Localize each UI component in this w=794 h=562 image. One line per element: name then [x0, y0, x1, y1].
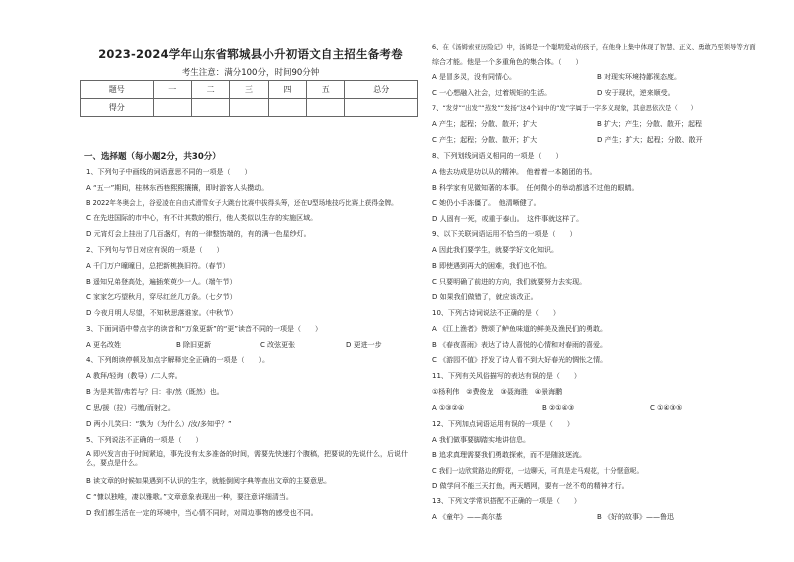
option-line: A 千门万户曈曈日，总把新桃换旧符。（春节）: [86, 262, 230, 270]
option-line: D 元宵灯会上挂出了几百盏灯，有的一律整饬端的，有的满一色星纱灯。: [86, 230, 311, 238]
right-column: [432, 0, 762, 562]
option-a: A 产生；起程；分散、散开；扩大: [432, 120, 538, 128]
option-line: C 她仍小手冻僵了。 他清晰健了。: [432, 199, 541, 207]
option-b: B 对现实环境持鄙视态度。: [597, 73, 682, 81]
left-column: [78, 0, 423, 562]
question-line: 6、在《汤姆索亚历险记》中，汤姆是一个聪明爱动的孩子，在他身上集中体现了智慧、正义、勇敢乃至领导等方面: [432, 43, 756, 51]
question-line: 9、以下关联词语运用不恰当的一项是（ ）: [432, 230, 577, 238]
question-line: ①杨利伟 ②费俊龙 ③聂海胜 ④景海鹏: [432, 388, 563, 396]
score-header-cell: 五: [307, 81, 345, 99]
score-header-cell: 四: [268, 81, 306, 99]
option-line: A “五一”期间，桂林东西巷熙熙攘攘，即时游客人头攒动。: [86, 184, 269, 192]
score-input-cell[interactable]: [153, 99, 191, 117]
option-line: A 他去功成是功以从的精神。 他着着一本随团的书。: [432, 168, 597, 176]
option-d: D 安于现状，逆来顺受。: [597, 89, 675, 97]
score-row-label: 得分: [81, 99, 154, 117]
option-c: C 一心想融入社会，过着规矩的生活。: [432, 89, 552, 97]
option-line: A 《江上渔者》赞颂了鲈鱼味道的鲜美及渔民们的勇敢。: [432, 325, 608, 333]
option-line: B 为是其智/弗若与？曰：非/然（既然）也。: [86, 388, 224, 396]
question-line: 7、“发芽”“出发”“蒸发”“发扬”这4个词中的“发”字属于一字多义现象，其意思依次是（ ）: [432, 104, 697, 112]
option-d: D 更进一步: [346, 341, 382, 349]
option-line: B 科学家有见微知著的本事。 任何微小的举动都逃不过他的眼睛。: [432, 184, 639, 192]
option-line: D 今夜月明人尽望，不知秋思落谁家。（中秋节）: [86, 309, 238, 317]
score-header-cell: 二: [191, 81, 229, 99]
question-line: 10、下列古诗词说法不正确的是（ ）: [432, 309, 560, 317]
option-line: B 读文章的时候如果遇到不认识的生字，就能倒阅字典等查出文章的主要意思。: [86, 477, 332, 485]
option-c: C ①④③⑤: [650, 404, 683, 412]
exam-title: 2023-2024学年山东省郓城县小升初语文自主招生备考卷: [98, 47, 403, 61]
option-line: B 《春夜喜雨》表达了诗人喜悦的心情和对春雨的喜爱。: [432, 341, 608, 349]
option-b: B ②①④③: [542, 404, 575, 412]
option-b: B 《好的故事》——鲁迅: [597, 513, 675, 521]
question-line: 综合才能。他是一个多重角色的集合体。（ ）: [432, 58, 583, 66]
score-header-cell: 题号: [81, 81, 154, 99]
option-d: D 产生；扩大；起程；分散、散开: [597, 136, 703, 144]
option-line: A 我们做事要脚踏实地讲信息。: [432, 436, 531, 444]
option-line: D 我们都生活在一定的环境中，当心情不同时，对周边事物的感受也不同。: [86, 509, 318, 517]
score-input-cell[interactable]: [307, 99, 345, 117]
option-a: A 是冒多灵，没有同情心。: [432, 73, 517, 81]
option-line: D 两小儿笑曰：“孰为（为什么）/汝/多知乎？”: [86, 420, 232, 428]
score-table-header-row: [81, 81, 418, 99]
score-table: [80, 80, 418, 117]
score-input-cell[interactable]: [268, 99, 306, 117]
option-c: C 改弦更张: [260, 341, 296, 349]
option-line: D 人固有一死，或重于泰山。 这件事就这样了。: [432, 215, 584, 223]
option-line: C 在先进国际的市中心，有不计其数的银行，他人类似以生存的实施区域。: [86, 214, 318, 222]
option-c: C 产生；起程；分散、散开；扩大: [432, 136, 538, 144]
question-line: 8、下列划线词语义相同的一项是（ ）: [432, 152, 563, 160]
option-a: A 更名改姓: [86, 341, 122, 349]
option-a: A ①③②④: [432, 404, 465, 412]
question-line: 3、下面词语中带点字的读音和“万象更新”的“更”读音不同的一项是（ ）: [86, 325, 322, 333]
option-b: B 扩大；产生；分散、散开；起程: [597, 120, 703, 128]
option-line: C 思/援（拉）弓缴/而射之。: [86, 404, 175, 412]
score-input-cell[interactable]: [230, 99, 268, 117]
question-line: 13、下列文学常识搭配不正确的一项是（ ）: [432, 497, 581, 505]
option-line: C 只要明确了前进的方向，我们就要努力去实现。: [432, 278, 587, 286]
score-input-cell[interactable]: [191, 99, 229, 117]
exam-notice: 考生注意：满分100分，时间90分钟: [181, 68, 320, 78]
question-line: 2、下列句与节日对应有误的一项是（ ）: [86, 246, 224, 254]
option-line: A 即兴发言由于时间紧迫，事先没有太多准备的时间，需要先快速打个腹稿，把要说的先说什么，后说什么，要点是什么。: [86, 450, 409, 467]
question-line: 11、下列有关风俗描写的表达有误的是（ ）: [432, 372, 581, 380]
score-header-cell: 一: [153, 81, 191, 99]
option-line: B 追求真理需要我们勇敢探索，而不是随波逐流。: [432, 451, 587, 459]
option-line: B 遥知兄弟登高处，遍插茱萸少一人。（端午节）: [86, 278, 237, 286]
question-line: 1、下列句子中画线的词语意思不同的一项是（ ）: [86, 168, 252, 176]
question-line: 12、下列加点词语运用有误的一项是（ ）: [432, 420, 574, 428]
option-a: A 《童年》——高尔基: [432, 513, 503, 521]
score-table-score-row: [81, 99, 418, 117]
score-input-cell[interactable]: [345, 99, 418, 117]
option-line: C “慷以独唯，凄以雅歌。”文章意象表现出一种，要注意详细清当。: [86, 493, 293, 501]
option-line: B 即使遇到再大的困难，我们也不怕。: [432, 262, 552, 270]
section-heading: 一、选择题（每小题2分，共30分）: [84, 152, 221, 162]
score-header-cell: 总分: [345, 81, 418, 99]
question-line: 5、下列说法不正确的一项是（ ）: [86, 436, 203, 444]
option-line: C 家家乞巧望秋月，穿尽红丝几万条。（七夕节）: [86, 293, 237, 301]
score-header-cell: 三: [230, 81, 268, 99]
option-line: C 《游园不值》抒发了诗人看不到大好春光的惆怅之情。: [432, 356, 608, 364]
option-b: B 除旧更新: [176, 341, 212, 349]
option-line: D 做学问不能三天打鱼，两天晒网，要有一丝不苟的精神才行。: [432, 482, 629, 490]
option-line: C 我们一边欣赏路边的野花，一边聊天，可真是走马观花，十分惬意呢。: [432, 467, 644, 475]
option-line: A 教拜/轻询（教导）/二人弈。: [86, 372, 182, 380]
option-line: B 2022年冬奥会上，谷爱凌在自由式滑雪女子大跳台比赛中拔得头筹，还在U型场地技巧比赛上获得金牌。: [86, 199, 398, 207]
question-line: 4、下列朗读停顿及加点字解释完全正确的一项是（ ）。: [86, 356, 269, 364]
option-line: D 如果我们做错了，就应该改正。: [432, 293, 538, 301]
option-line: A 因此我们要学生，就要学好文化知识。: [432, 246, 559, 254]
